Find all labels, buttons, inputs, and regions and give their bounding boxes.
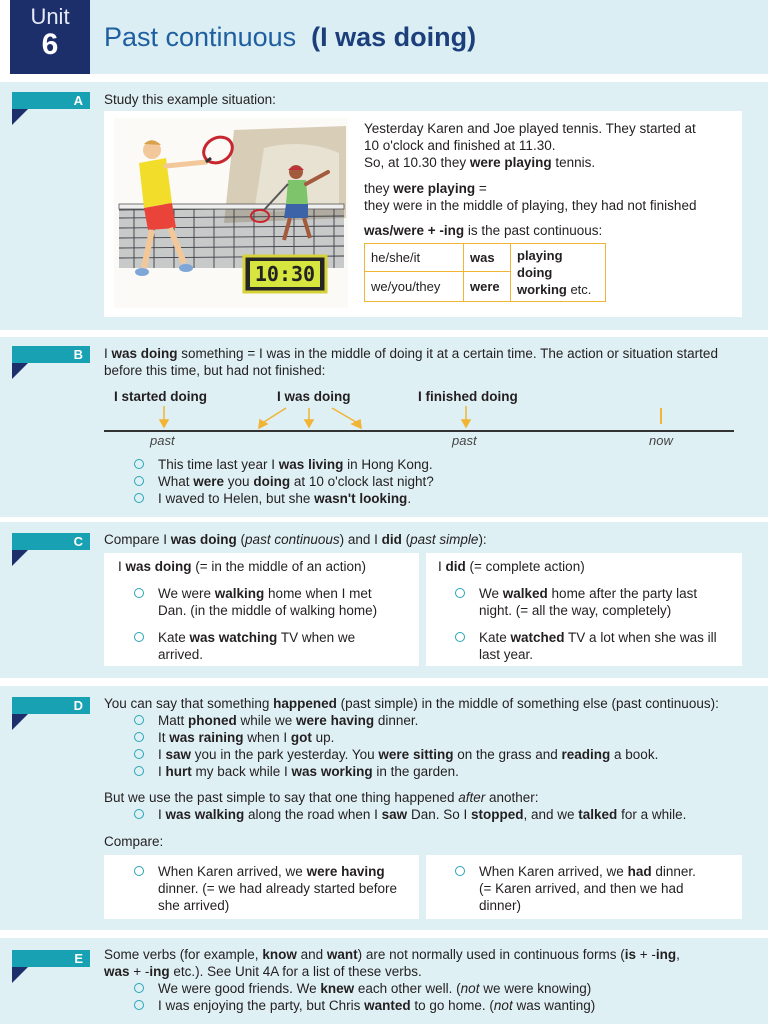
bullet-icon xyxy=(134,749,144,759)
timeline-started-label: I started doing xyxy=(114,389,208,404)
timeline-line xyxy=(104,430,734,432)
section-a-rule: was/were + -ing is the past continuous: xyxy=(364,223,603,238)
bullet-icon xyxy=(455,588,465,598)
bullet-icon xyxy=(455,866,465,876)
bullet-icon xyxy=(134,809,144,819)
page-title-bold: (I was doing) xyxy=(311,22,477,52)
section-a-intro: Study this example situation: xyxy=(104,92,276,107)
unit-badge xyxy=(10,0,90,74)
section-a-paragraph-2: they were playing = they were in the middle of playing, they had not finished xyxy=(364,181,697,213)
page-title: Past continuous (I was doing) xyxy=(104,22,477,52)
unit-number: 6 xyxy=(41,28,59,61)
timeline-arrows xyxy=(104,404,744,432)
timeline-past-label: past xyxy=(150,433,175,448)
section-a-paragraph-1: Yesterday Karen and Joe played tennis. They started at 10 o'clock and finished at 11.30. So, at 10.30 they were playing tennis. xyxy=(364,121,696,170)
unit-word: Unit xyxy=(30,4,70,29)
table-cell: we/you/they xyxy=(365,272,464,302)
compare-right-heading: I did (= complete action) xyxy=(438,559,585,574)
bullet-icon xyxy=(134,1000,144,1010)
bullet-icon xyxy=(134,866,144,876)
table-cell: were xyxy=(464,272,511,302)
section-c-intro: Compare I was doing (past continuous) and I did (past simple): xyxy=(104,532,487,547)
section-d-tab: D xyxy=(12,697,90,714)
bullet-icon xyxy=(134,493,144,503)
compare-left-heading: I was doing (= in the middle of an action) xyxy=(118,559,367,574)
table-cell: he/she/it xyxy=(365,244,464,272)
bullet-icon xyxy=(134,983,144,993)
bullet-icon xyxy=(134,588,144,598)
timeline-was-label: I was doing xyxy=(277,389,351,404)
tab-fold-icon xyxy=(12,714,28,730)
section-d-but: But we use the past simple to say that one thing happened after another: xyxy=(104,790,539,805)
timeline-now-label: now xyxy=(649,433,673,448)
section-b-intro: I was doing something = I was in the middle of doing it at a certain time. The action or situation started before this time, but had not finished: xyxy=(104,346,718,378)
tab-fold-icon xyxy=(12,967,28,983)
tab-fold-icon xyxy=(12,550,28,566)
bullet-icon xyxy=(134,632,144,642)
tennis-illustration xyxy=(114,118,348,308)
past-continuous-table xyxy=(364,243,606,302)
table-cell: was xyxy=(464,244,511,272)
bullet-icon xyxy=(455,632,465,642)
bullet-icon xyxy=(134,715,144,725)
bullet-icon xyxy=(134,459,144,469)
clock-display: 10:30 xyxy=(254,262,316,286)
section-d-compare-label: Compare: xyxy=(104,834,164,849)
bullet-icon xyxy=(134,476,144,486)
now-tick xyxy=(660,408,662,424)
bullet-icon xyxy=(134,732,144,742)
bullet-icon xyxy=(134,766,144,776)
tab-fold-icon xyxy=(12,363,28,379)
timeline-past-label: past xyxy=(452,433,477,448)
section-a-tab: A xyxy=(12,92,90,109)
section-e-tab: E xyxy=(12,950,90,967)
timeline-finished-label: I finished doing xyxy=(418,389,518,404)
section-c-tab: C xyxy=(12,533,90,550)
section-b-tab: B xyxy=(12,346,90,363)
tab-fold-icon xyxy=(12,109,28,125)
section-d-intro: You can say that something happened (past simple) in the middle of something else (past continuous): xyxy=(104,696,719,711)
table-verb-cell: playing doing working etc. xyxy=(511,244,606,302)
section-e-intro: Some verbs (for example, know and want) are not normally used in continuous forms (is + -ing, was + -ing etc.). See Unit 4A for a list of these verbs. xyxy=(104,947,680,979)
